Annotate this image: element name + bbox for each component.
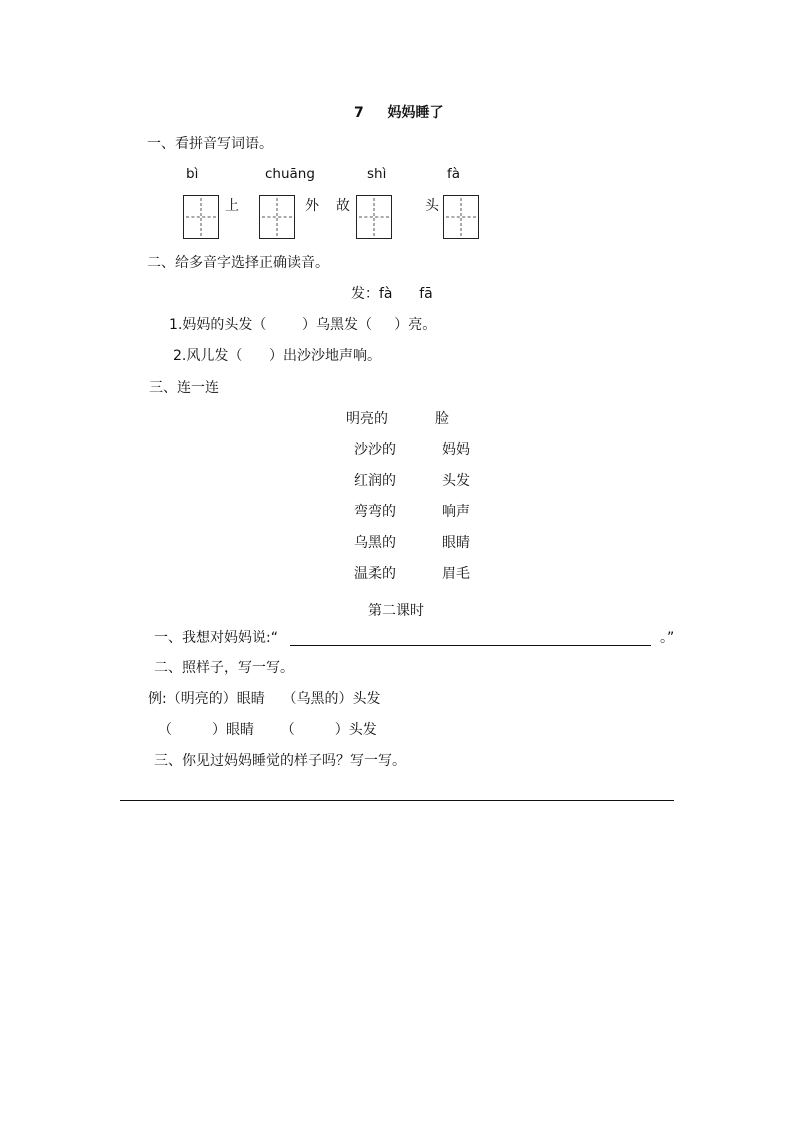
match-left-item: 明亮的 (346, 411, 388, 427)
answer-line[interactable] (120, 800, 674, 801)
char-gu: 故 (336, 198, 350, 214)
match-right-item: 眼睛 (442, 535, 470, 551)
writing-box-1[interactable] (183, 195, 219, 239)
lesson-number: 7 (354, 105, 364, 121)
match-right-item: 脸 (435, 411, 449, 427)
match-right-item: 妈妈 (442, 442, 470, 458)
lesson2-q2-example: 例:（明亮的）眼睛 （乌黑的）头发 (148, 691, 381, 707)
lesson2-q1-suffix: 。” (660, 630, 675, 646)
lesson2-heading: 第二课时 (368, 603, 424, 619)
match-right-item: 头发 (442, 473, 470, 489)
lesson-title: 妈妈睡了 (387, 105, 444, 121)
match-right-item: 眉毛 (442, 566, 470, 582)
writing-box-4[interactable] (443, 195, 479, 239)
char-wai: 外 (305, 198, 319, 214)
question-1: 1.妈妈的头发（ ）乌黑发（ ）亮。 (169, 317, 437, 333)
page-title (354, 106, 444, 120)
lesson2-q3-heading: 三、你见过妈妈睡觉的样子吗？写一写。 (154, 753, 406, 769)
section2-heading: 二、给多音字选择正确读音。 (147, 255, 329, 271)
writing-box-3[interactable] (356, 195, 392, 239)
pinyin-fa: fà (447, 166, 461, 182)
section3-heading: 三、连一连 (149, 380, 219, 396)
pinyin-bi: bì (186, 166, 199, 182)
question-2: 2.风儿发（ ）出沙沙地声响。 (173, 348, 382, 364)
char-shang: 上 (225, 198, 239, 214)
pinyin-chuang: chuāng (265, 166, 315, 182)
lesson2-q1-answer-line[interactable] (290, 645, 651, 646)
match-left-item: 红润的 (354, 473, 396, 489)
lesson2-q1-prefix: 一、我想对妈妈说:“ (154, 630, 278, 646)
pinyin-shi: shì (367, 166, 387, 182)
match-left-item: 温柔的 (354, 566, 396, 582)
match-left-item: 乌黑的 (354, 535, 396, 551)
match-right-item: 响声 (442, 504, 470, 520)
section1-heading: 一、看拼音写词语。 (147, 136, 273, 152)
lesson2-q2-blank: （ ）眼睛 （ ）头发 (158, 722, 377, 738)
char-tou: 头 (425, 198, 439, 214)
lesson2-q2-heading: 二、照样子，写一写。 (154, 660, 294, 676)
polyphone-hint: 发：fà fā (351, 286, 433, 302)
writing-box-2[interactable] (259, 195, 295, 239)
match-left-item: 弯弯的 (354, 504, 396, 520)
match-left-item: 沙沙的 (354, 442, 396, 458)
